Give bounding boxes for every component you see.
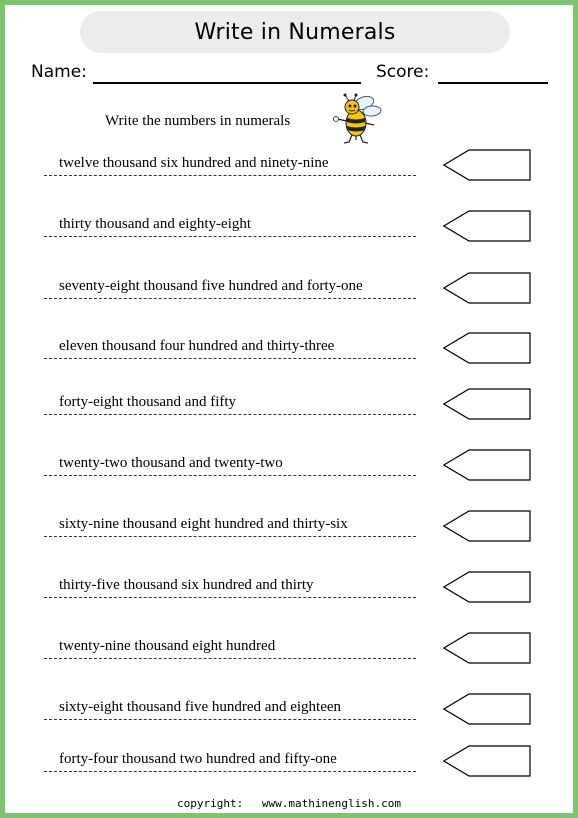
dotted-line <box>44 536 416 537</box>
dotted-line <box>44 175 416 176</box>
answer-tag-shape <box>444 694 530 724</box>
dotted-line <box>44 475 416 476</box>
exercise-row <box>5 394 573 434</box>
exercise-row <box>5 577 573 617</box>
title-banner <box>80 11 510 53</box>
answer-tag-shape <box>444 633 530 663</box>
number-words: forty-four thousand two hundred and fifty-one <box>59 751 337 767</box>
answer-tag-box[interactable] <box>443 510 531 542</box>
answer-tag-box[interactable] <box>443 449 531 481</box>
name-label: Name: <box>31 62 87 82</box>
score-label: Score: <box>376 62 430 82</box>
answer-tag-shape <box>444 150 530 180</box>
answer-tag-box[interactable] <box>443 388 531 420</box>
exercise-row <box>5 638 573 678</box>
dotted-line <box>44 597 416 598</box>
page-title: Write in Numerals <box>194 19 396 45</box>
exercise-row <box>5 455 573 495</box>
exercise-row <box>5 216 573 256</box>
number-words: sixty-nine thousand eight hundred and thirty-six <box>59 516 348 532</box>
answer-tag-box[interactable] <box>443 272 531 304</box>
dotted-line <box>44 298 416 299</box>
number-words: twelve thousand six hundred and ninety-nine <box>59 155 329 171</box>
answer-tag-shape <box>444 511 530 541</box>
number-words: seventy-eight thousand five hundred and forty-one <box>59 278 363 294</box>
copyright-label: copyright: <box>177 797 244 810</box>
answer-tag-box[interactable] <box>443 745 531 777</box>
exercise-row <box>5 699 573 739</box>
footer <box>5 797 573 810</box>
instruction-text: Write the numbers in numerals <box>105 113 291 129</box>
dotted-line <box>44 236 416 237</box>
number-words: thirty-five thousand six hundred and thirty <box>59 577 314 593</box>
answer-tag-box[interactable] <box>443 332 531 364</box>
score-line[interactable] <box>438 82 548 84</box>
answer-tag-shape <box>444 211 530 241</box>
answer-tag-box[interactable] <box>443 149 531 181</box>
bee-icon <box>328 93 384 145</box>
exercise-row <box>5 516 573 556</box>
dotted-line <box>44 719 416 720</box>
number-words: thirty thousand and eighty-eight <box>59 216 252 232</box>
answer-tag-shape <box>444 450 530 480</box>
number-words: twenty-two thousand and twenty-two <box>59 455 283 471</box>
answer-tag-shape <box>444 389 530 419</box>
number-words: forty-eight thousand and fifty <box>59 394 237 410</box>
answer-tag-shape <box>444 572 530 602</box>
dotted-line <box>44 771 416 772</box>
answer-tag-box[interactable] <box>443 210 531 242</box>
answer-tag-shape <box>444 746 530 776</box>
dotted-line <box>44 358 416 359</box>
answer-tag-box[interactable] <box>443 571 531 603</box>
answer-tag-box[interactable] <box>443 693 531 725</box>
exercise-row <box>5 338 573 378</box>
answer-tag-box[interactable] <box>443 632 531 664</box>
dotted-line <box>44 414 416 415</box>
name-line[interactable] <box>93 82 361 84</box>
website-link[interactable]: www.mathinenglish.com <box>261 797 401 810</box>
number-words: twenty-nine thousand eight hundred <box>59 638 276 654</box>
answer-tag-shape <box>444 333 530 363</box>
dotted-line <box>44 658 416 659</box>
exercise-row <box>5 155 573 195</box>
exercise-row <box>5 278 573 318</box>
number-words: sixty-eight thousand five hundred and eighteen <box>59 699 342 715</box>
answer-tag-shape <box>444 273 530 303</box>
name-score-row <box>31 60 551 88</box>
number-words: eleven thousand four hundred and thirty-three <box>59 338 335 354</box>
exercise-row <box>5 751 573 791</box>
